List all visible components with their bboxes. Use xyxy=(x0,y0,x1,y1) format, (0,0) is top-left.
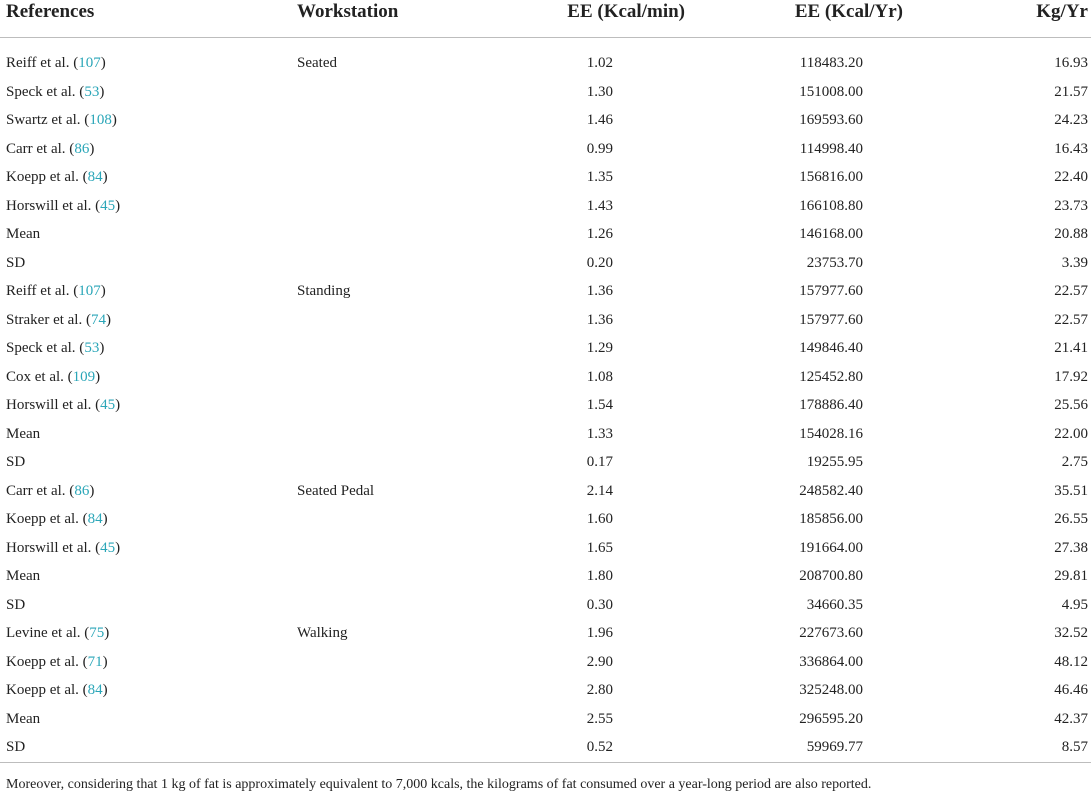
reference-cell xyxy=(6,711,40,728)
table-row xyxy=(0,706,1091,735)
kg-yr-cell: 4.95 xyxy=(1061,596,1088,613)
reference-cell xyxy=(6,141,94,158)
reference-text: Horswill et al. ( xyxy=(6,539,101,556)
ee-kcal-min-cell: 0.17 xyxy=(586,454,613,470)
ee-kcal-yr-cell: 151008.00 xyxy=(799,83,863,100)
ee-kcal-yr-cell: 296595.20 xyxy=(799,710,863,727)
kg-yr-cell: 27.38 xyxy=(1054,539,1088,556)
reference-close-paren: ) xyxy=(104,625,110,641)
ee-kcal-min-cell: 1.36 xyxy=(586,283,613,299)
ee-kcal-min-cell: 0.52 xyxy=(586,739,613,755)
reference-text: Straker et al. ( xyxy=(6,311,91,328)
citation-link[interactable]: 109 xyxy=(72,368,96,385)
ee-kcal-yr-cell: 166108.80 xyxy=(799,197,863,214)
ee-kcal-yr-cell: 325248.00 xyxy=(799,682,863,698)
reference-cell xyxy=(6,397,120,414)
ee-kcal-yr-cell: 208700.80 xyxy=(799,568,863,584)
ee-kcal-min-cell: 1.08 xyxy=(586,368,613,385)
kg-yr-cell: 35.51 xyxy=(1054,482,1088,499)
ee-kcal-min-cell: 1.54 xyxy=(586,397,613,413)
citation-link[interactable]: 74 xyxy=(90,311,106,328)
citation-link[interactable]: 53 xyxy=(84,340,100,356)
kg-yr-cell: 22.57 xyxy=(1054,283,1088,299)
reference-cell xyxy=(6,112,117,129)
header-ee-kcal-yr: EE (Kcal/Yr) xyxy=(794,1,903,22)
reference-cell xyxy=(6,597,25,614)
ee-kcal-min-cell: 2.80 xyxy=(586,682,613,698)
kg-yr-cell: 3.39 xyxy=(1061,254,1088,271)
table-footnote: Moreover, considering that 1 kg of fat is approximately equivalent to 7,000 kcals, the kilograms of fat consumed over a year-long period are also reported. xyxy=(6,777,872,792)
reference-close-paren: ) xyxy=(102,169,108,185)
reference-text: SD xyxy=(6,596,26,613)
citation-link[interactable]: 75 xyxy=(89,625,105,641)
ee-kcal-yr-cell: 19255.95 xyxy=(806,454,863,470)
reference-text: Horswill et al. ( xyxy=(6,397,101,413)
reference-close-paren: ) xyxy=(115,397,121,413)
table-row xyxy=(0,449,1091,478)
table-row xyxy=(0,136,1091,165)
table-row xyxy=(0,79,1091,108)
kg-yr-cell: 22.40 xyxy=(1054,169,1088,185)
kg-yr-cell: 25.56 xyxy=(1054,397,1088,413)
citation-link[interactable]: 86 xyxy=(74,482,90,499)
reference-text: Carr et al. ( xyxy=(6,482,75,499)
reference-cell xyxy=(6,340,104,357)
reference-text: SD xyxy=(6,254,26,271)
reference-close-paren: ) xyxy=(89,140,95,157)
reference-cell xyxy=(6,55,106,72)
kg-yr-cell: 46.46 xyxy=(1054,682,1088,698)
reference-cell xyxy=(6,540,120,557)
kg-yr-cell: 42.37 xyxy=(1054,710,1088,727)
ee-kcal-yr-cell: 169593.60 xyxy=(799,112,863,128)
reference-text: Speck et al. ( xyxy=(6,340,85,356)
reference-cell xyxy=(6,84,104,101)
ee-kcal-yr-cell: 248582.40 xyxy=(799,482,863,499)
ee-kcal-min-cell: 1.46 xyxy=(586,112,613,128)
table-row xyxy=(0,478,1091,507)
reference-close-paren: ) xyxy=(111,112,117,128)
reference-close-paren: ) xyxy=(89,482,95,499)
ee-kcal-yr-cell: 59969.77 xyxy=(806,739,863,755)
ee-kcal-yr-cell: 23753.70 xyxy=(806,254,863,271)
table-row xyxy=(0,392,1091,421)
table-row xyxy=(0,107,1091,136)
reference-text: Levine et al. ( xyxy=(6,625,90,641)
ee-kcal-yr-cell: 336864.00 xyxy=(799,653,863,670)
table-row xyxy=(0,50,1091,79)
reference-cell xyxy=(6,369,100,386)
ee-kcal-min-cell: 1.33 xyxy=(586,425,613,442)
kg-yr-cell: 24.23 xyxy=(1054,112,1088,128)
citation-link[interactable]: 84 xyxy=(87,511,103,527)
workstation-cell: Standing xyxy=(297,283,351,299)
table-row xyxy=(0,307,1091,336)
citation-link[interactable]: 108 xyxy=(89,112,112,128)
reference-close-paren: ) xyxy=(100,283,106,299)
reference-cell xyxy=(6,654,108,671)
ee-kcal-yr-cell: 154028.16 xyxy=(799,425,863,442)
ee-kcal-yr-cell: 157977.60 xyxy=(799,283,863,299)
header-kg-yr: Kg/Yr xyxy=(1036,1,1088,22)
ee-kcal-min-cell: 1.60 xyxy=(586,511,613,527)
ee-kcal-min-cell: 1.26 xyxy=(586,226,613,242)
reference-close-paren: ) xyxy=(99,340,105,356)
reference-cell xyxy=(6,198,120,215)
reference-cell xyxy=(6,568,40,585)
workstation-cell: Seated xyxy=(297,55,337,71)
reference-text: Carr et al. ( xyxy=(6,140,75,157)
reference-cell xyxy=(6,169,108,186)
reference-text: Koepp et al. ( xyxy=(6,653,88,670)
reference-text: Koepp et al. ( xyxy=(6,511,88,527)
table-row xyxy=(0,193,1091,222)
reference-cell xyxy=(6,226,40,243)
ee-kcal-min-cell: 0.99 xyxy=(586,140,613,157)
reference-close-paren: ) xyxy=(102,653,108,670)
kg-yr-cell: 21.41 xyxy=(1054,340,1088,356)
workstation-cell: Walking xyxy=(297,625,348,641)
table-row xyxy=(0,278,1091,307)
citation-link[interactable]: 84 xyxy=(87,169,103,185)
citation-link[interactable]: 84 xyxy=(87,682,103,698)
header-references: References xyxy=(6,1,95,22)
kg-yr-cell: 22.00 xyxy=(1054,425,1088,442)
ee-kcal-yr-cell: 178886.40 xyxy=(799,397,863,413)
ee-kcal-yr-cell: 156816.00 xyxy=(799,169,863,185)
kg-yr-cell: 48.12 xyxy=(1054,653,1088,670)
ee-kcal-min-cell: 1.80 xyxy=(586,568,613,584)
ee-kcal-min-cell: 2.90 xyxy=(586,653,613,670)
table-row xyxy=(0,364,1091,393)
kg-yr-cell: 8.57 xyxy=(1061,739,1088,755)
reference-text: Mean xyxy=(6,425,41,442)
reference-close-paren: ) xyxy=(102,682,108,698)
citation-link[interactable]: 45 xyxy=(100,539,116,556)
table-row xyxy=(0,421,1091,450)
ee-kcal-min-cell: 2.55 xyxy=(586,710,613,727)
ee-kcal-yr-cell: 114998.40 xyxy=(799,140,863,157)
citation-link[interactable]: 45 xyxy=(100,397,116,413)
table-row xyxy=(0,620,1091,649)
citation-link[interactable]: 107 xyxy=(78,283,101,299)
ee-kcal-yr-cell: 118483.20 xyxy=(799,55,863,71)
reference-cell xyxy=(6,312,111,329)
reference-close-paren: ) xyxy=(102,511,108,527)
reference-cell xyxy=(6,739,25,756)
reference-text: SD xyxy=(6,454,26,470)
table-row xyxy=(0,734,1091,763)
kg-yr-cell: 16.93 xyxy=(1054,55,1088,71)
ee-kcal-yr-cell: 191664.00 xyxy=(799,539,863,556)
ee-kcal-yr-cell: 125452.80 xyxy=(799,368,863,385)
kg-yr-cell: 17.92 xyxy=(1054,368,1088,385)
reference-close-paren: ) xyxy=(95,368,101,385)
reference-text: Swartz et al. ( xyxy=(6,112,90,128)
ee-kcal-yr-cell: 227673.60 xyxy=(799,625,863,641)
reference-text: Horswill et al. ( xyxy=(6,197,101,214)
kg-yr-cell: 22.57 xyxy=(1054,311,1088,328)
table-row xyxy=(0,221,1091,250)
table-header xyxy=(0,0,1091,28)
reference-close-paren: ) xyxy=(115,539,121,556)
table-row xyxy=(0,335,1091,364)
reference-close-paren: ) xyxy=(99,83,105,100)
reference-cell xyxy=(6,426,40,443)
ee-kcal-yr-cell: 157977.60 xyxy=(799,311,863,328)
reference-cell xyxy=(6,511,108,528)
reference-close-paren: ) xyxy=(100,55,106,71)
reference-cell xyxy=(6,454,25,471)
citation-link[interactable]: 45 xyxy=(100,197,116,214)
reference-text: SD xyxy=(6,739,26,755)
table-row xyxy=(0,250,1091,279)
reference-text: Mean xyxy=(6,226,41,242)
ee-kcal-min-cell: 0.30 xyxy=(586,596,613,613)
table-bottom-divider xyxy=(0,762,1091,763)
reference-text: Cox et al. ( xyxy=(6,368,73,385)
reference-close-paren: ) xyxy=(105,311,111,328)
header-workstation: Workstation xyxy=(297,1,399,22)
kg-yr-cell: 2.75 xyxy=(1061,454,1088,470)
table-row xyxy=(0,563,1091,592)
citation-link[interactable]: 53 xyxy=(84,83,100,100)
kg-yr-cell: 32.52 xyxy=(1054,625,1088,641)
reference-text: Koepp et al. ( xyxy=(6,169,88,185)
workstation-cell: Seated Pedal xyxy=(297,482,375,499)
ee-kcal-yr-cell: 149846.40 xyxy=(799,340,863,356)
ee-kcal-min-cell: 1.36 xyxy=(586,311,613,328)
reference-close-paren: ) xyxy=(115,197,121,214)
table-row xyxy=(0,535,1091,564)
ee-kcal-min-cell: 2.14 xyxy=(586,482,613,499)
ee-kcal-min-cell: 0.20 xyxy=(586,254,613,271)
ee-kcal-min-cell: 1.30 xyxy=(586,83,613,100)
kg-yr-cell: 29.81 xyxy=(1054,568,1088,584)
kg-yr-cell: 16.43 xyxy=(1054,140,1088,157)
ee-kcal-yr-cell: 185856.00 xyxy=(799,511,863,527)
kg-yr-cell: 23.73 xyxy=(1054,197,1088,214)
ee-kcal-min-cell: 1.35 xyxy=(586,169,613,185)
reference-cell xyxy=(6,483,94,500)
citation-link[interactable]: 71 xyxy=(87,653,103,670)
header-divider xyxy=(0,37,1091,38)
table-body xyxy=(0,50,1091,763)
reference-text: Speck et al. ( xyxy=(6,83,85,100)
table-row xyxy=(0,164,1091,193)
table-row xyxy=(0,506,1091,535)
ee-kcal-yr-cell: 146168.00 xyxy=(799,226,863,242)
header-ee-kcal-min: EE (Kcal/min) xyxy=(567,1,685,22)
reference-text: Koepp et al. ( xyxy=(6,682,88,698)
reference-cell xyxy=(6,682,108,699)
table-row xyxy=(0,592,1091,621)
kg-yr-cell: 20.88 xyxy=(1054,226,1088,242)
ee-kcal-yr-cell: 34660.35 xyxy=(806,596,863,613)
table-row xyxy=(0,649,1091,678)
kg-yr-cell: 26.55 xyxy=(1054,511,1088,527)
ee-kcal-min-cell: 1.02 xyxy=(586,55,613,71)
citation-link[interactable]: 86 xyxy=(74,140,90,157)
kg-yr-cell: 21.57 xyxy=(1054,83,1088,100)
reference-text: Reiff et al. ( xyxy=(6,283,79,299)
reference-cell xyxy=(6,255,25,272)
reference-text: Mean xyxy=(6,568,41,584)
reference-text: Mean xyxy=(6,710,41,727)
reference-text: Reiff et al. ( xyxy=(6,55,79,71)
ee-kcal-min-cell: 1.96 xyxy=(586,625,613,641)
citation-link[interactable]: 107 xyxy=(78,55,101,71)
reference-cell xyxy=(6,283,106,300)
table-row xyxy=(0,677,1091,706)
reference-cell xyxy=(6,625,109,642)
ee-kcal-min-cell: 1.43 xyxy=(586,197,613,214)
ee-kcal-min-cell: 1.65 xyxy=(586,539,613,556)
ee-kcal-min-cell: 1.29 xyxy=(586,340,613,356)
